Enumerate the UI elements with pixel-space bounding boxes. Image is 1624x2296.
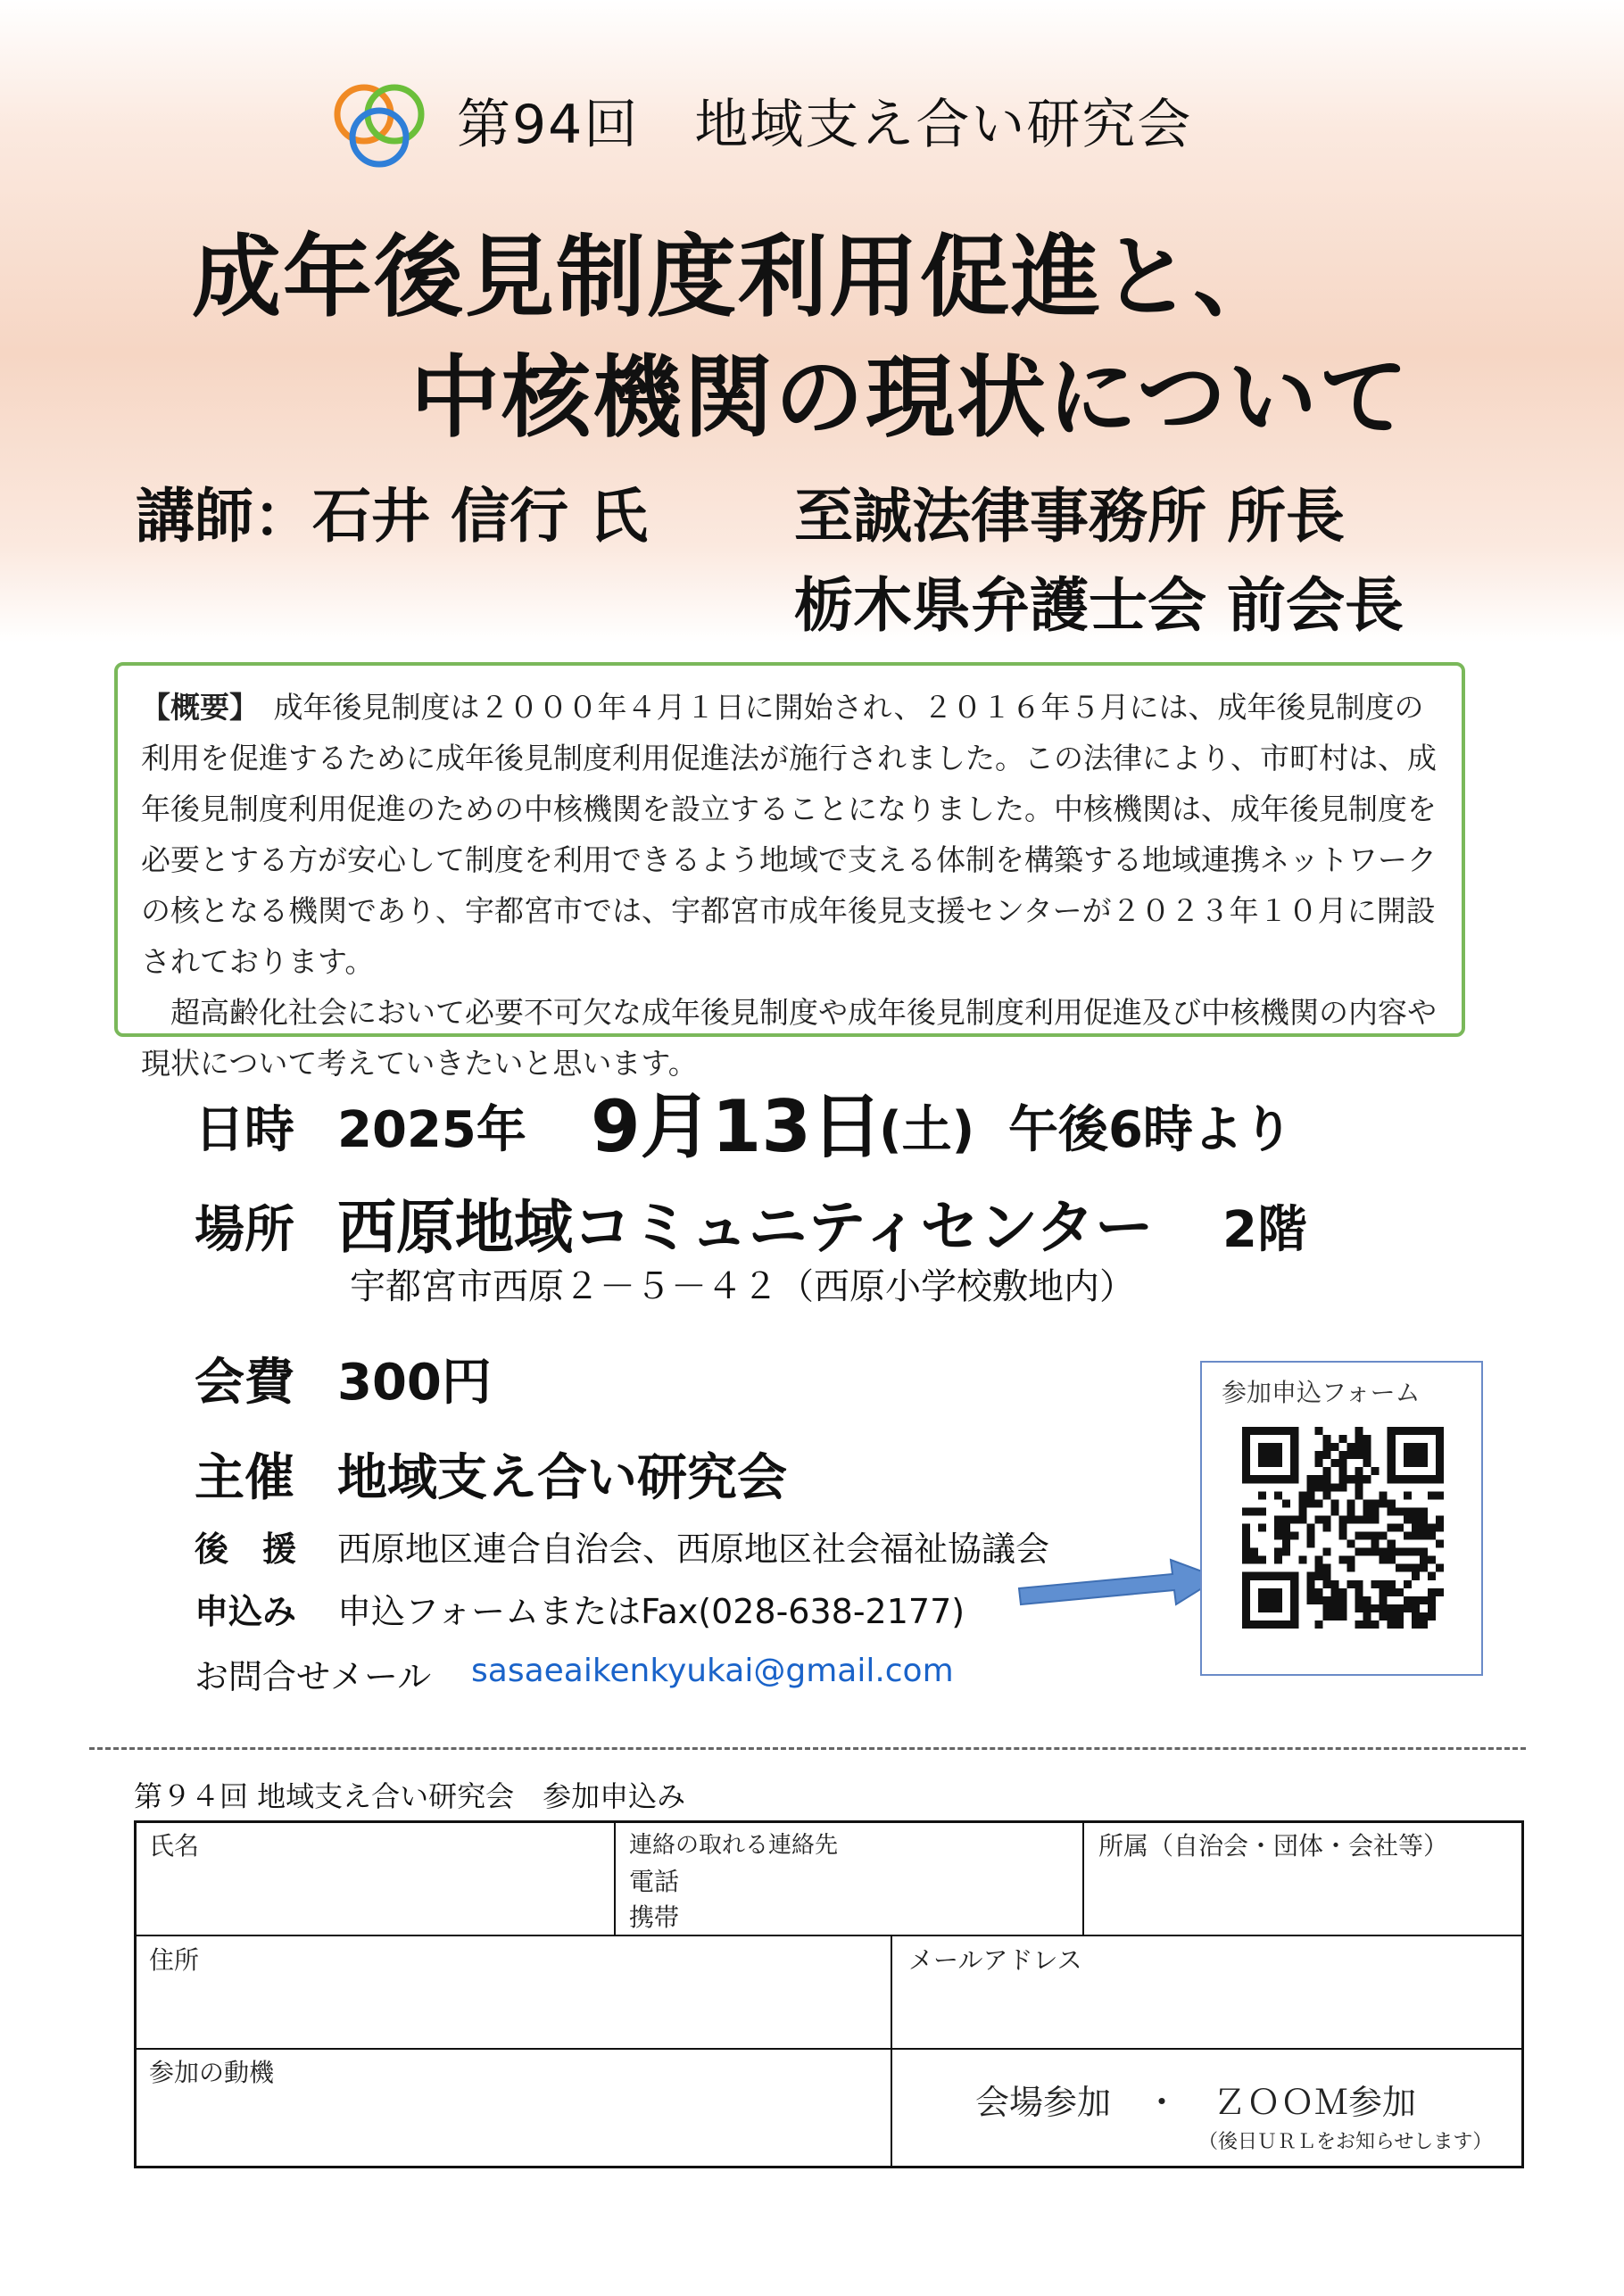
mobile-field-label: 携帯 [629,1902,680,1932]
venue-label: 場所 [195,1201,294,1259]
support-label: 後 援 [195,1529,297,1569]
application-form [134,1820,1524,2168]
lecturer-affiliation-1: 至誠法律事務所 所長 [794,482,1345,551]
contact-field-label: 連絡の取れる連絡先 [629,1832,839,1859]
contact-field[interactable] [690,1859,1073,1930]
lecturer-name: 講師：石井 信行 氏 [136,482,648,551]
phone-field-label: 電話 [629,1867,680,1896]
fee-value: 300円 [337,1354,492,1412]
support-value: 西原地区連合自治会、西原地区社会福祉協議会 [337,1529,1050,1569]
summary-paragraph-2: 超高齢化社会において必要不可欠な成年後見制度や成年後見制度利用促進及び中核機関の内容や現状について考えていきたいと思います。 [141,995,1437,1081]
attendance-note: （後日ＵＲＬをお知らせします） [1198,2131,1493,2153]
email-field-label: メールアドレス [908,1945,1082,1975]
fee-label: 会費 [195,1354,294,1412]
contact-email-link[interactable]: sasaeaikenkyukai@gmail.com [471,1653,954,1689]
qr-label: 参加申込フォーム [1222,1378,1421,1407]
event-subtitle: 第94回 地域支え合い研究会 [457,94,1193,156]
affiliation-field[interactable] [1098,1859,1518,1930]
host-value: 地域支え合い研究会 [337,1449,787,1507]
motive-field[interactable] [153,2087,884,2163]
date-label: 日時 [195,1101,294,1159]
affiliation-field-label: 所属（自治会・団体・会社等） [1098,1831,1449,1861]
venue-floor: 2階 [1222,1201,1307,1259]
apply-value: 申込フォームまたはFax(028-638-2177) [337,1592,965,1631]
contact-label: お問合せメール [195,1657,432,1696]
date-day: 9月13日 [591,1085,882,1168]
date-weekday: (土) [879,1101,975,1159]
arrow-right-icon [1015,1553,1222,1615]
qr-code-icon[interactable] [1242,1427,1444,1629]
qr-code-box[interactable] [1200,1361,1483,1676]
summary-tag: 【概要】 [141,690,244,725]
venue-name: 西原地域コミュニティセンター [337,1193,1154,1262]
name-field-label: 氏名 [149,1831,200,1861]
summary-box [114,662,1465,1081]
apply-label: 申込み [195,1592,297,1631]
venue-address: 宇都宮市西原２－５－４２（西原小学校敷地内） [350,1266,1135,1307]
name-field[interactable] [153,1859,608,1930]
date-time: 午後6時より [1008,1101,1293,1159]
main-title-line1: 成年後見制度利用促進と、 [192,225,1284,329]
summary-paragraph-1: 成年後見制度は２０００年４月１日に開始され、２０１６年５月には、成年後見制度の利用を促進するために成年後見制度利用促進法が施行されました。この法律により、市町村は、成年後見制度利用促進のための中核機関を設立することになりました。中核機関は、成年後見制度を必要とする方が安心して制度を利用できるよう地域で支える体制を構築する地域連携ネットワークの核となる機関であり、宇都宮市では、宇都宮市成年後見支援センターが２０２３年１０月に開設されております。 [141,690,1437,979]
address-field[interactable] [153,1975,884,2044]
form-title: 第９４回 地域支え合い研究会 参加申込み [134,1779,686,1813]
logo-rings-icon [330,79,430,168]
date-year: 2025年 [337,1101,526,1159]
address-field-label: 住所 [149,1945,200,1975]
host-label: 主催 [195,1449,294,1507]
lecturer-affiliation-2: 栃木県弁護士会 前会長 [794,571,1404,640]
cut-line-divider [89,1747,1526,1750]
attendance-options[interactable]: 会場参加 ・ ＺＯＯＭ参加 [975,2083,1417,2122]
motive-field-label: 参加の動機 [149,2058,275,2087]
email-field[interactable] [908,1975,1515,2044]
main-title-line2: 中核機関の現状について [410,345,1410,450]
